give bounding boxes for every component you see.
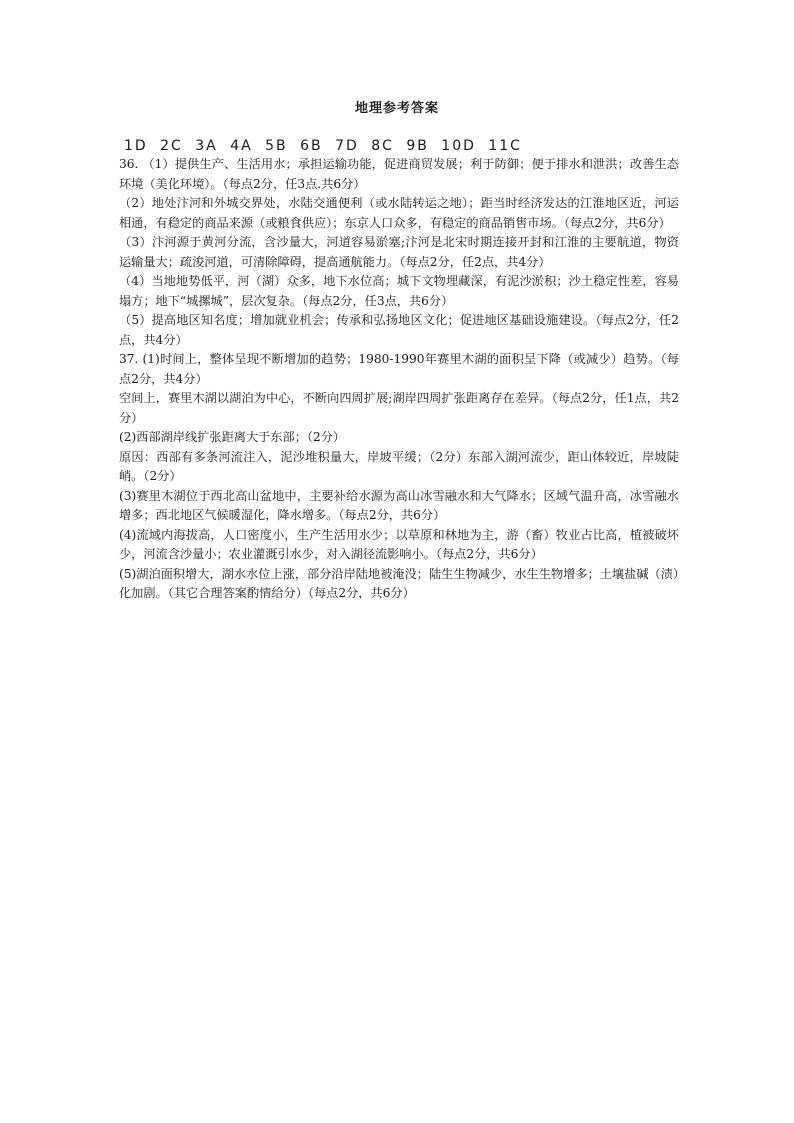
answer-37-4: (4)流域内海拔高，人口密度小，生产生活用水少；以草原和林地为主，游（畜）牧业占比高，植被破坏少，河流含沙量小；农业灌溉引水少，对入湖径流影响小。（每点2分，共6分） bbox=[119, 527, 679, 561]
answer-37-1-space: 空间上，赛里木湖以湖泊为中心，不断向四周扩展;湖岸四周扩张距离存在差异。（每点2分，任1点，共2分） bbox=[119, 391, 679, 425]
answer-37-5: (5)湖泊面积增大，湖水水位上涨，部分沿岸陆地被淹没；陆生生物减少，水生生物增多；土壤盐碱（渍）化加剧。（其它合理答案酌情给分）（每点2分，共6分） bbox=[119, 566, 679, 600]
page-title: 地理参考答案 bbox=[354, 101, 439, 116]
answer-36-1: 36. （1）提供生产、生活用水；承担运输功能，促进商贸发展；利于防御；便于排水和泄洪；改善生态环境（美化环境）。（每点2分，任3点.共6分） bbox=[119, 157, 679, 191]
answer-37-3: (3)赛里木湖位于西北高山盆地中，主要补给水源为高山冰雪融水和大气降水；区域气温升高，冰雪融水增多；西北地区气候暖湿化，降水增多。（每点2分，共6分） bbox=[119, 488, 679, 522]
answer-37-2: (2)西部湖岸线扩张距离大于东部；（2分） bbox=[119, 430, 346, 444]
multiple-choice-answers: 1D 2C 3A 4A 5B 6B 7D 8C 9B 10D 11C bbox=[124, 138, 522, 154]
answer-body bbox=[119, 155, 679, 604]
answer-36-4: （4）当地地势低平，河（湖）众多，地下水位高；城下文物埋藏深，有泥沙淤积；沙土稳定性差，容易塌方；地下“城摞城”，层次复杂。（每点2分，任3点，共6分） bbox=[119, 274, 679, 308]
answer-36-5: （5）提高地区知名度；增加就业机会；传承和弘扬地区文化；促进地区基础设施建设。（每点2分，任2点，共4分） bbox=[119, 313, 679, 347]
answer-37-2-reason: 原因：西部有多条河流注入，泥沙堆积量大，岸坡平缓；（2分）东部入湖河流少，距山体较近，岸坡陡峭。（2分） bbox=[119, 449, 679, 483]
answer-36-2: （2）地处汴河和外城交界处，水陆交通便利（或水陆转运之地）；距当时经济发达的江淮地区近，河运相通，有稳定的商品来源（或粮食供应）；东京人口众多，有稳定的商品销售市场。（每点2分，共6分） bbox=[119, 196, 679, 230]
answer-36-3: （3）汴河源于黄河分流，含沙量大，河道容易淤塞;汴河是北宋时期连接开封和江淮的主要航道，物资运输量大；疏浚河道，可清除障碍，提高通航能力。（每点2分，任2点，共4分） bbox=[119, 235, 679, 269]
answer-37-1-time: 37. (1)时间上，整体呈现不断增加的趋势；1980-1990年赛里木湖的面积呈下降（或减少）趋势。（每点2分，共4分） bbox=[119, 352, 679, 386]
